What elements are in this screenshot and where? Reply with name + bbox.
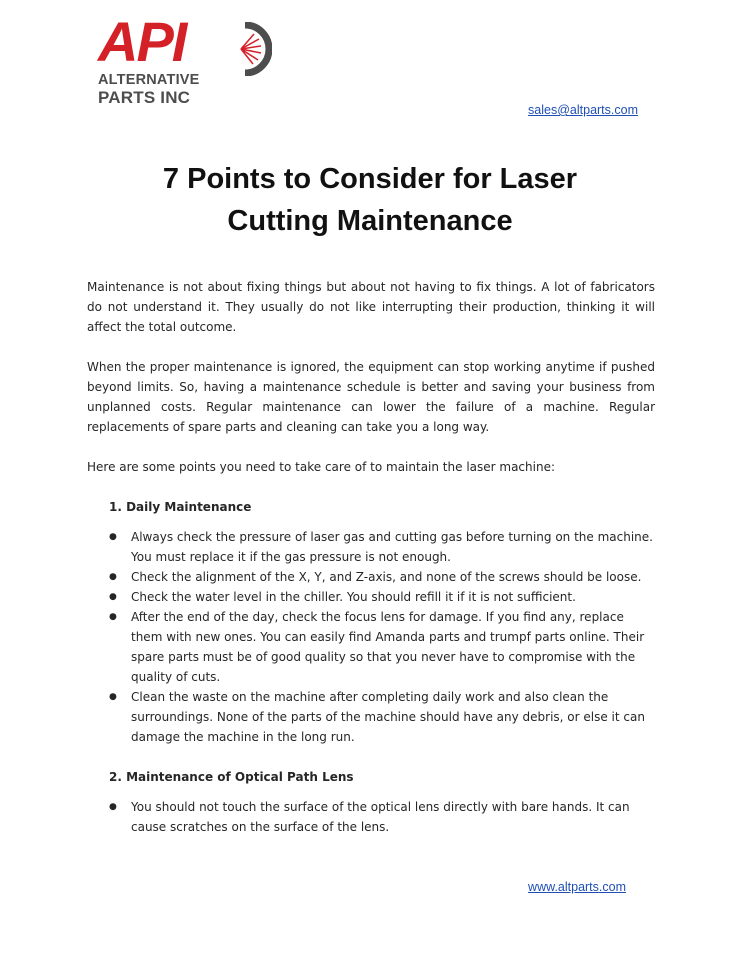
list-item: ● Check the water level in the chiller. You should refill it if it is not sufficient. (87, 587, 655, 607)
section-heading-optical-path-lens: 2. Maintenance of Optical Path Lens (109, 770, 354, 784)
section-heading-daily-maintenance: 1. Daily Maintenance (109, 500, 252, 514)
logo-letters: API (98, 10, 186, 73)
page-title (70, 158, 670, 242)
title-line-2: Cutting Maintenance (227, 205, 513, 237)
logo-line-parts-inc: PARTS INC (98, 88, 191, 107)
points-intro-paragraph: Here are some points you need to take care of to maintain the laser machine: (87, 460, 555, 474)
list-item: ● Check the alignment of the X, Y, and Z-axis, and none of the screws should be loose. (87, 567, 655, 587)
title-line-1: 7 Points to Consider for Laser (162, 163, 578, 195)
list-item: ● Clean the waste on the machine after completing daily work and also clean the surroundings. None of the parts of the machine should have any debris, or else it can damage the machine in the long run. (87, 687, 655, 747)
email-link[interactable]: sales@altparts.com (528, 103, 638, 117)
daily-maintenance-list (87, 527, 655, 747)
optical-lens-list (87, 797, 655, 837)
list-item: ● After the end of the day, check the focus lens for damage. If you find any, replace them with new ones. You can easily find Amanda parts and trumpf parts online. Their spare parts must be of good quality so that you never have to compromise with the quality of cuts. (87, 607, 655, 687)
logo-line-alternative: ALTERNATIVE (98, 72, 200, 88)
ignored-maintenance-paragraph: When the proper maintenance is ignored, the equipment can stop working anytime if pushed beyond limits. So, having a maintenance schedule is better and saving your business from unplanned costs. Regular maintenance can lower the failure of a machine. Regular replacements of spare parts and cleaning can take you a long way. (87, 360, 655, 434)
list-item: ● You should not touch the surface of the optical lens directly with bare hands. It can cause scratches on the surface of the lens. (87, 797, 655, 837)
gear-laser-icon (218, 22, 272, 76)
intro-paragraph: Maintenance is not about fixing things but about not having to fix things. A lot of fabricators do not understand it. They usually do not like interrupting their production, thinking it will affect the total outcome. (87, 280, 655, 334)
list-item: ● Always check the pressure of laser gas and cutting gas before turning on the machine. You must replace it if the gas pressure is not enough. (87, 527, 655, 567)
article-body (87, 277, 655, 857)
company-logo (96, 10, 274, 110)
website-link[interactable]: www.altparts.com (528, 880, 626, 894)
